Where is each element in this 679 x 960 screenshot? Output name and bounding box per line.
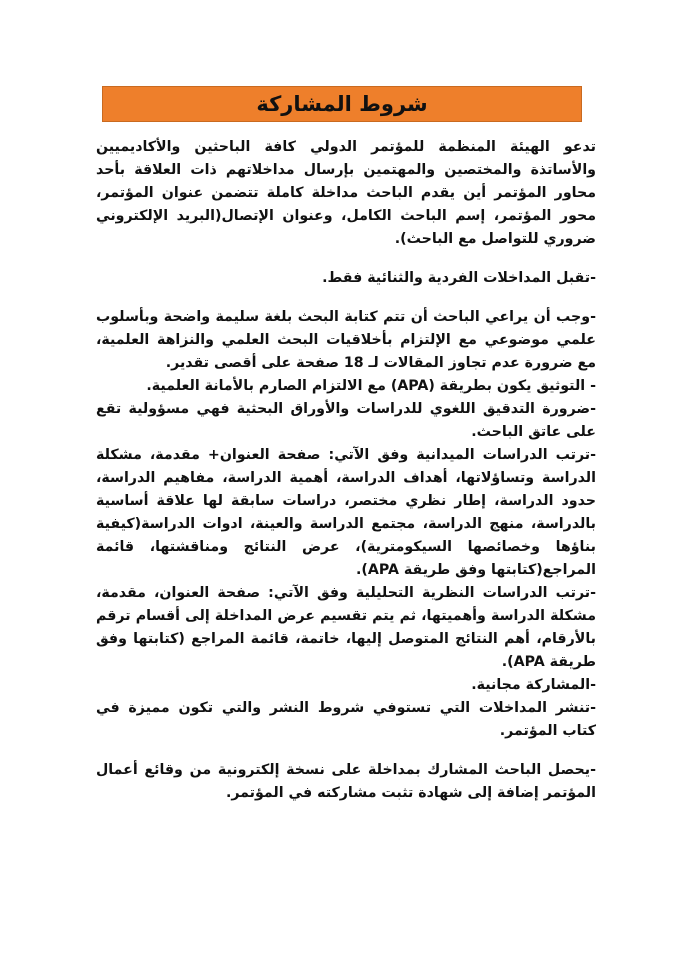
condition-individual-joint: -تقبل المداخلات الفردية والثنائية فقط. <box>322 270 596 286</box>
intro-paragraph: تدعو الهيئة المنظمة للمؤتمر الدولي كافة الباحثين والأكاديميين والأساتذة والمختصين والمهتمين بإرسال مداخلاتهم ذات العلاقة بأحد محاور المؤتمر أين يقدم الباحث مداخلة كاملة تتضمن عنوان المؤتمر، محور المؤتمر، إسم الباحث الكامل، وعنوان الإتصال(البريد الإلكتروني ضروري للتواصل مع الباحث). <box>96 139 596 247</box>
condition-writing-quality: -وجب أن يراعي الباحث أن تتم كتابة البحث بلغة سليمة واضحة وبأسلوب علمي موضوعي مع الإلتزام بأخلاقيات البحث العلمي والنزاهة العلمية، مع ضرورة عدم تجاوز المقالات لـ 18 صفحة على أقصى تقدير. <box>96 309 596 371</box>
condition-field-study-structure: -ترتب الدراسات الميدانية وفق الآتي: صفحة العنوان+ مقدمة، مشكلة الدراسة وتساؤلاتها، أهداف الدراسة، أهمية الدراسة، مفاهيم الدراسة، حدود الدراسة، إطار نظري مختصر، دراسات سابقة لها علاقة أساسية بالدراسة، منهج الدراسة، مجتمع الدراسة والعينة، ادوات الدراسة(كيفية بناؤها وخصائصها السيكومترية)، عرض النتائج ومناقشتها، قائمة المراجع(كتابتها وفق طريقة APA). <box>96 447 596 578</box>
page-title: شروط المشاركة <box>256 92 428 116</box>
title-banner <box>102 86 582 122</box>
condition-theoretical-study-structure: -ترتب الدراسات النظرية التحليلية وفق الآتي: صفحة العنوان، مقدمة، مشكلة الدراسة وأهميتها، ثم يتم تقسيم عرض المداخلة إلى أقسام ترقم بالأرقام، أهم النتائج المتوصل إليها، خاتمة، قائمة المراجع (كتابتها وفق طريقة APA). <box>96 585 596 670</box>
condition-publication: -تنشر المداخلات التي تستوفي شروط النشر والتي تكون مميزة في كتاب المؤتمر. <box>96 700 596 739</box>
condition-certificate: -يحصل الباحث المشارك بمداخلة على نسخة إلكترونية من وقائع أعمال المؤتمر إضافة إلى شهادة تثبت مشاركته في المؤتمر. <box>96 762 596 801</box>
condition-free-participation: -المشاركة مجانية. <box>471 677 596 693</box>
condition-apa-citation: - التوثيق يكون بطريقة (APA) مع الالتزام الصارم بالأمانة العلمية. <box>146 378 596 394</box>
condition-proofreading: -ضرورة التدقيق اللغوي للدراسات والأوراق البحثية فهي مسؤولية تقع على عاتق الباحث. <box>96 401 596 440</box>
document-body <box>96 136 596 805</box>
